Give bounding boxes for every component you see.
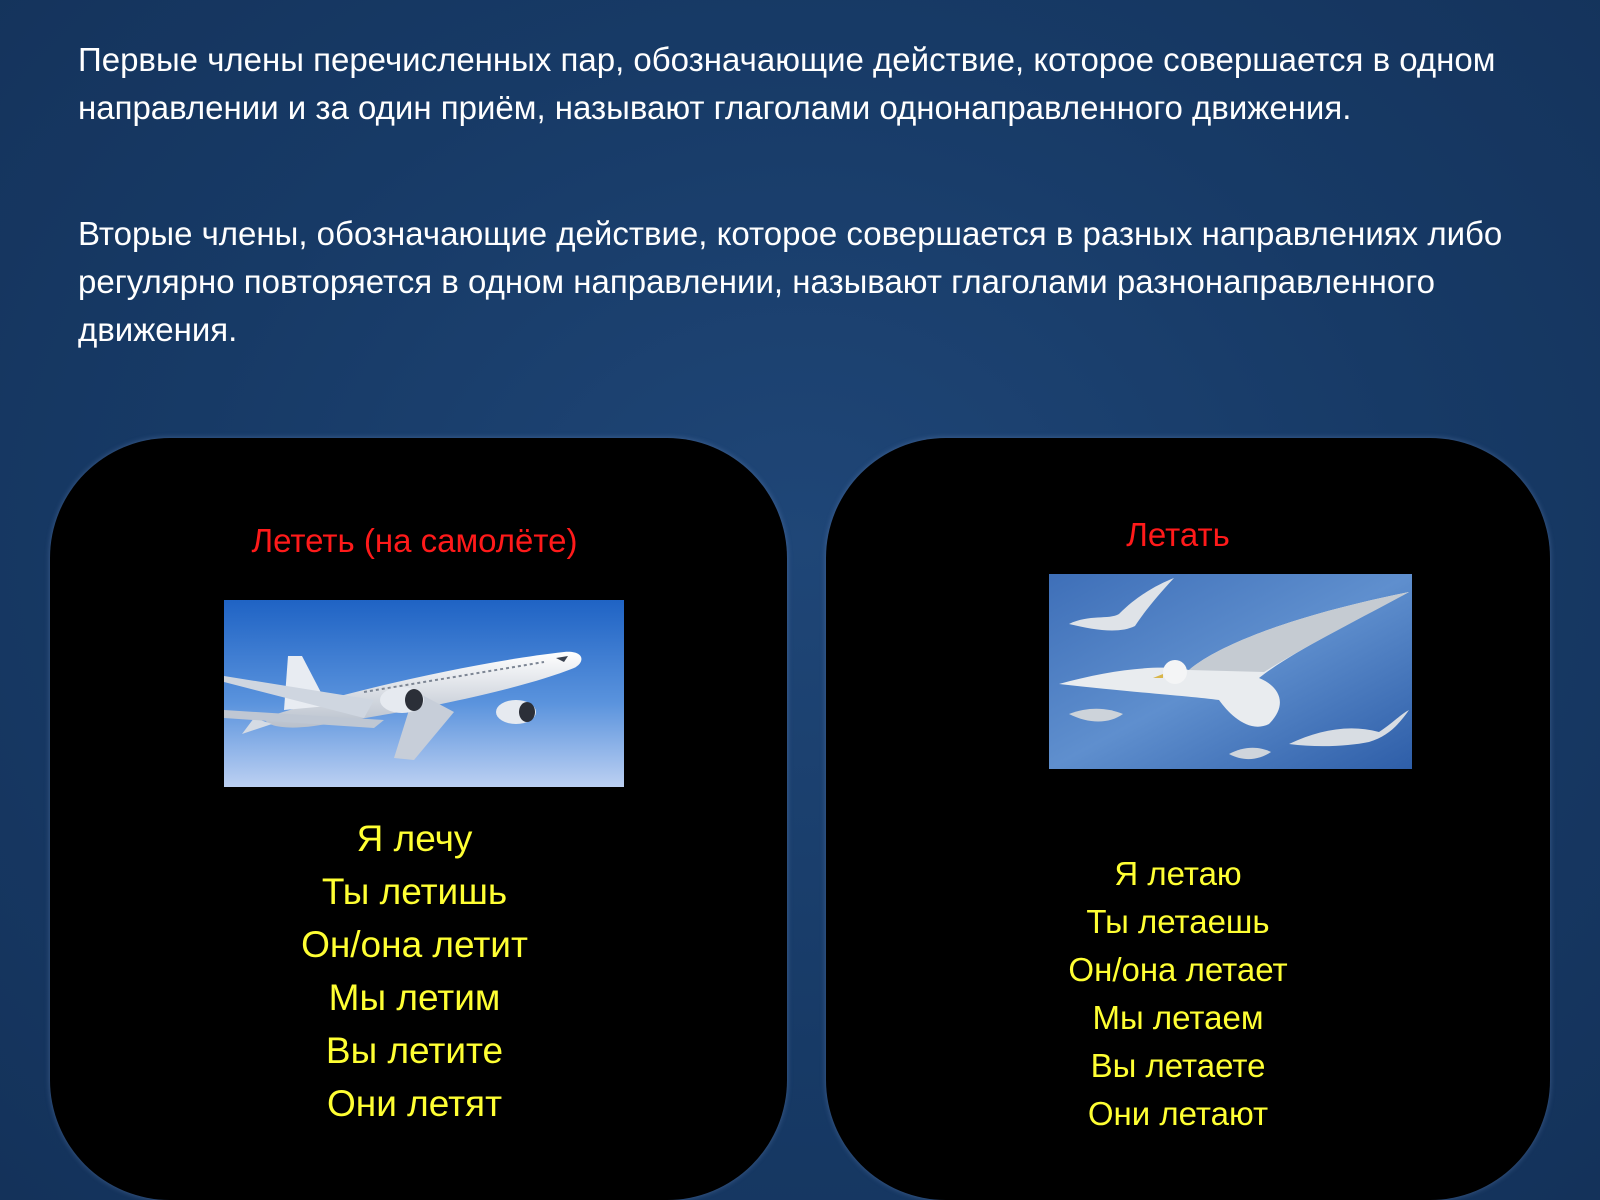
panel-title-letet: Лететь (на самолёте) (251, 522, 578, 559)
form-3pl: Они летают (1087, 1095, 1269, 1132)
panel-letet (50, 438, 787, 1200)
form-2sg: Ты летаешь (1086, 903, 1270, 940)
form-1sg: Я лечу (356, 818, 473, 859)
panel-title-letat: Летать (1126, 516, 1230, 553)
form-2pl: Вы летаете (1090, 1047, 1266, 1084)
form-3pl: Они летят (326, 1083, 503, 1124)
panel-letat (826, 438, 1550, 1200)
airplane-photo (224, 600, 624, 787)
form-2pl: Вы летите (325, 1030, 504, 1071)
conjugation-letet (46, 812, 783, 1130)
form-2sg: Ты летишь (321, 871, 508, 912)
form-1pl: Мы летаем (1092, 999, 1264, 1036)
form-1pl: Мы летим (328, 977, 501, 1018)
form-3sg: Он/она летит (301, 924, 528, 965)
seagulls-photo (1049, 574, 1412, 769)
conjugation-letat (816, 850, 1540, 1138)
paragraph-unidirectional: Первые члены перечисленных пар, обозначающие действие, которое совершается в одном направлении и за один приём, называют глаголами однонаправленного движения. (78, 41, 1496, 126)
paragraph-multidirectional: Вторые члены, обозначающие действие, которое совершается в разных направлениях либо регулярно повторяется в одном направлении, называют глаголами разнонаправленного движения. (78, 215, 1503, 348)
form-1sg: Я летаю (1114, 855, 1242, 892)
form-3sg: Он/она летает (1068, 951, 1288, 988)
